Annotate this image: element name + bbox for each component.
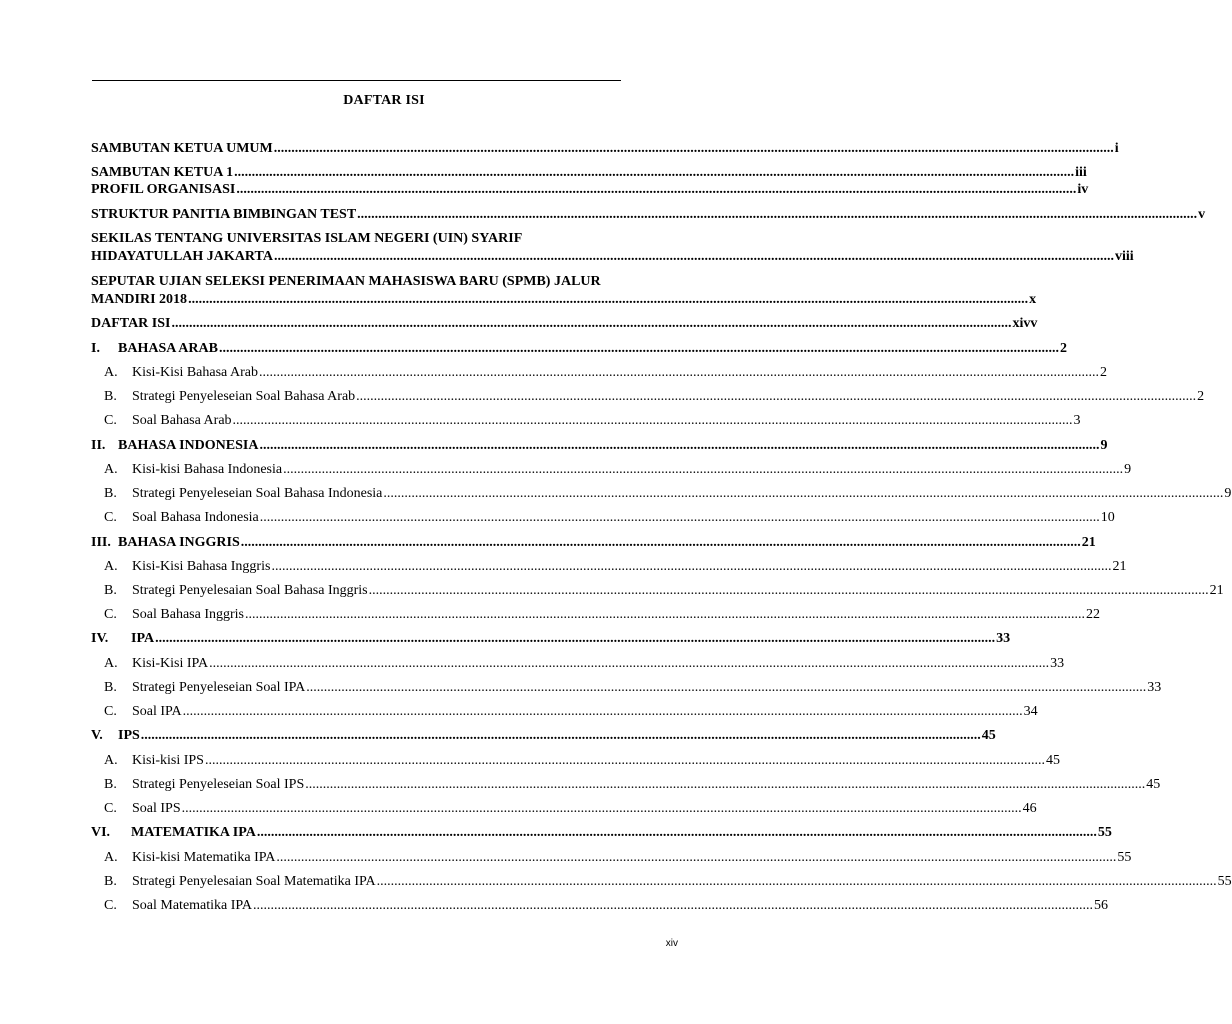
- subentry-letter: A.: [104, 656, 118, 671]
- dot-leader: ................................................................................................................................................................................................................................................: [306, 680, 1147, 695]
- toc-entry-label: Strategi Penyeleseian Soal Bahasa Arab: [132, 389, 356, 404]
- dot-leader: ................................................................................................................................................................................................................................................: [256, 825, 1097, 840]
- toc-entry-label: PROFIL ORGANISASI: [91, 182, 236, 197]
- toc-entry-daftar-isi[interactable]: [91, 315, 1038, 332]
- toc-entry-sambutan-ketua-umum[interactable]: [91, 140, 1119, 157]
- toc-entry-label: DAFTAR ISI: [91, 316, 171, 331]
- toc-entry-label: Kisi-kisi IPS: [132, 753, 204, 768]
- dot-leader: ................................................................................................................................................................................................................................................: [236, 182, 1077, 197]
- dot-leader: ................................................................................................................................................................................................................................................: [181, 801, 1022, 816]
- toc-page-number: v: [1198, 207, 1206, 222]
- header-rule: [92, 80, 621, 81]
- toc-section-ips[interactable]: [91, 727, 996, 744]
- toc-page-number: xivv: [1012, 316, 1038, 331]
- toc-subentry[interactable]: [91, 800, 1037, 817]
- subentry-letter: B.: [104, 389, 117, 404]
- toc-page-number: 21: [1112, 559, 1127, 574]
- toc-entry-label: Strategi Penyelesaian Soal Matematika IPA: [132, 874, 376, 889]
- toc-entry-label: Strategi Penyelesaian Soal Bahasa Inggris: [132, 583, 368, 598]
- toc-entry-label: Kisi-Kisi Bahasa Inggris: [132, 559, 271, 574]
- toc-subentry[interactable]: [91, 897, 1109, 914]
- toc-entry-label: Soal Matematika IPA: [132, 898, 253, 913]
- toc-page-number: 33: [1147, 680, 1162, 695]
- subentry-letter: C.: [104, 413, 117, 428]
- subentry-letter: B.: [104, 583, 117, 598]
- dot-leader: ................................................................................................................................................................................................................................................: [273, 141, 1114, 156]
- toc-subentry[interactable]: [91, 485, 1232, 502]
- toc-entry-label: Kisi-Kisi Bahasa Arab: [132, 365, 258, 380]
- toc-section-matematika-ipa[interactable]: [91, 824, 1112, 841]
- toc-page-number: iv: [1077, 182, 1089, 197]
- toc-page-number: 21: [1209, 583, 1224, 598]
- subentry-letter: A.: [104, 462, 118, 477]
- section-number: IV.: [91, 631, 109, 646]
- toc-entry-label-line1: SEPUTAR UJIAN SELEKSI PENERIMAAN MAHASISWA BARU (SPMB) JALUR: [91, 274, 601, 289]
- toc-entry-label: IPS: [118, 728, 140, 743]
- toc-entry-label: Soal Bahasa Indonesia: [132, 510, 259, 525]
- subentry-letter: C.: [104, 607, 117, 622]
- dot-leader: ................................................................................................................................................................................................................................................: [368, 583, 1209, 598]
- dot-leader: ................................................................................................................................................................................................................................................: [188, 292, 1029, 307]
- toc-page-number: x: [1029, 292, 1037, 307]
- toc-entry-label: Strategi Penyeleseian Soal IPS: [132, 777, 305, 792]
- toc-entry-label: SAMBUTAN KETUA UMUM: [91, 141, 273, 156]
- dot-leader: ................................................................................................................................................................................................................................................: [357, 207, 1198, 222]
- toc-page-number: 33: [996, 631, 1011, 646]
- toc-entry-label: SAMBUTAN KETUA 1: [91, 165, 234, 180]
- toc-page-number: 55: [1097, 825, 1112, 840]
- dot-leader: ................................................................................................................................................................................................................................................: [182, 704, 1023, 719]
- toc-page-number: 2: [1099, 365, 1107, 380]
- toc-entry-label: MANDIRI 2018: [91, 292, 188, 307]
- toc-entry-label: BAHASA INDONESIA: [118, 438, 259, 453]
- subentry-letter: B.: [104, 486, 117, 501]
- toc-entry-label: Strategi Penyeleseian Soal Bahasa Indonesia: [132, 486, 383, 501]
- toc-entry-label: IPA: [131, 631, 155, 646]
- dot-leader: ................................................................................................................................................................................................................................................: [383, 486, 1224, 501]
- toc-subentry[interactable]: [91, 849, 1132, 866]
- toc-entry-label: Kisi-kisi Matematika IPA: [132, 850, 276, 865]
- toc-page-number: 22: [1085, 607, 1100, 622]
- toc-subentry[interactable]: [91, 388, 1205, 405]
- toc-subentry[interactable]: [91, 558, 1127, 575]
- toc-subentry[interactable]: [91, 873, 1232, 890]
- dot-leader: ................................................................................................................................................................................................................................................: [271, 559, 1112, 574]
- dot-leader: ................................................................................................................................................................................................................................................: [258, 365, 1099, 380]
- toc-entry-label-line1: SEKILAS TENTANG UNIVERSITAS ISLAM NEGERI (UIN) SYARIF: [91, 231, 523, 246]
- toc-page-number: 2: [1059, 341, 1067, 356]
- toc-page-number: 9: [1100, 438, 1108, 453]
- toc-entry-label: BAHASA ARAB: [118, 341, 218, 356]
- toc-page-number: 45: [981, 728, 996, 743]
- dot-leader: ................................................................................................................................................................................................................................................: [276, 850, 1117, 865]
- dot-leader: ................................................................................................................................................................................................................................................: [259, 510, 1100, 525]
- dot-leader: ................................................................................................................................................................................................................................................: [283, 462, 1124, 477]
- subentry-letter: B.: [104, 680, 117, 695]
- toc-entry-label: Soal Bahasa Arab: [132, 413, 232, 428]
- dot-leader: ................................................................................................................................................................................................................................................: [305, 777, 1146, 792]
- toc-subentry[interactable]: [91, 606, 1100, 623]
- toc-section-ipa[interactable]: [91, 630, 1011, 647]
- toc-section-bahasa-inggris[interactable]: [91, 534, 1096, 551]
- section-number: VI.: [91, 825, 111, 840]
- toc-entry-struktur-panitia[interactable]: [91, 206, 1206, 223]
- subentry-letter: C.: [104, 801, 117, 816]
- toc-page-number: 2: [1197, 389, 1205, 404]
- toc-subentry[interactable]: [91, 752, 1060, 769]
- subentry-letter: B.: [104, 777, 117, 792]
- footer-page-number: xiv: [665, 938, 678, 949]
- toc-subentry[interactable]: [91, 582, 1224, 599]
- toc-subentry[interactable]: [91, 412, 1081, 429]
- dot-leader: ................................................................................................................................................................................................................................................: [273, 249, 1114, 264]
- toc-subentry[interactable]: [91, 776, 1161, 793]
- toc-page-number: 9: [1224, 486, 1232, 501]
- toc-subentry[interactable]: [91, 364, 1107, 381]
- toc-subentry[interactable]: [91, 461, 1132, 478]
- dot-leader: ................................................................................................................................................................................................................................................: [140, 728, 981, 743]
- subentry-letter: B.: [104, 874, 117, 889]
- toc-entry-label: Soal IPS: [132, 801, 181, 816]
- toc-page-number: 45: [1045, 753, 1060, 768]
- dot-leader: ................................................................................................................................................................................................................................................: [356, 389, 1197, 404]
- subentry-letter: A.: [104, 365, 118, 380]
- toc-entry-sambutan-ketua-1[interactable]: [91, 164, 1087, 181]
- toc-entry-label: Kisi-Kisi IPA: [132, 656, 209, 671]
- toc-entry-label: Strategi Penyeleseian Soal IPA: [132, 680, 306, 695]
- toc-page-number: 9: [1124, 462, 1132, 477]
- subentry-letter: A.: [104, 559, 118, 574]
- dot-leader: ................................................................................................................................................................................................................................................: [259, 438, 1100, 453]
- section-number: V.: [91, 728, 103, 743]
- dot-leader: ................................................................................................................................................................................................................................................: [244, 607, 1085, 622]
- toc-page-number: 55: [1117, 850, 1132, 865]
- subentry-letter: C.: [104, 704, 117, 719]
- toc-page-number: 21: [1081, 535, 1096, 550]
- toc-section-bahasa-arab[interactable]: [91, 340, 1067, 357]
- toc-entry-label: STRUKTUR PANITIA BIMBINGAN TEST: [91, 207, 357, 222]
- toc-entry-label: MATEMATIKA IPA: [131, 825, 256, 840]
- toc-page-number: 55: [1217, 874, 1232, 889]
- toc-entry-sekilas-uin[interactable]: [91, 230, 1134, 265]
- subentry-letter: C.: [104, 510, 117, 525]
- dot-leader: ................................................................................................................................................................................................................................................: [376, 874, 1217, 889]
- section-number: III.: [91, 535, 111, 550]
- toc-entry-label: BAHASA INGGRIS: [118, 535, 240, 550]
- dot-leader: ................................................................................................................................................................................................................................................: [253, 898, 1094, 913]
- dot-leader: ................................................................................................................................................................................................................................................: [204, 753, 1045, 768]
- subentry-letter: C.: [104, 898, 117, 913]
- toc-subentry[interactable]: [91, 655, 1065, 672]
- subentry-letter: A.: [104, 753, 118, 768]
- toc-subentry[interactable]: [91, 679, 1162, 696]
- toc-page-number: 56: [1094, 898, 1109, 913]
- dot-leader: ................................................................................................................................................................................................................................................: [234, 165, 1075, 180]
- page-title: DAFTAR ISI: [343, 93, 425, 108]
- dot-leader: ................................................................................................................................................................................................................................................: [232, 413, 1073, 428]
- dot-leader: ................................................................................................................................................................................................................................................: [240, 535, 1081, 550]
- toc-entry-profil-organisasi[interactable]: [91, 181, 1089, 198]
- subentry-letter: A.: [104, 850, 118, 865]
- toc-page-number: 46: [1022, 801, 1037, 816]
- section-number: I.: [91, 341, 100, 356]
- toc-page-number: viii: [1114, 249, 1134, 264]
- toc-page-number: 45: [1146, 777, 1161, 792]
- toc-entry-label: HIDAYATULLAH JAKARTA: [91, 249, 273, 264]
- section-number: II.: [91, 438, 106, 453]
- toc-page-number: i: [1114, 141, 1119, 156]
- dot-leader: ................................................................................................................................................................................................................................................: [171, 316, 1012, 331]
- toc-entry-label: Kisi-kisi Bahasa Indonesia: [132, 462, 283, 477]
- toc-section-bahasa-indonesia[interactable]: [91, 437, 1108, 454]
- toc-entry-label: Soal IPA: [132, 704, 182, 719]
- dot-leader: ................................................................................................................................................................................................................................................: [218, 341, 1059, 356]
- toc-page-number: 34: [1023, 704, 1038, 719]
- toc-entry-seputar-spmb[interactable]: [91, 273, 1037, 308]
- toc-entry-label: Soal Bahasa Inggris: [132, 607, 244, 622]
- toc-subentry[interactable]: [91, 703, 1038, 720]
- toc-page-number: 3: [1073, 413, 1081, 428]
- dot-leader: ................................................................................................................................................................................................................................................: [155, 631, 996, 646]
- toc-page-number: 10: [1100, 510, 1115, 525]
- toc-page-number: 33: [1050, 656, 1065, 671]
- toc-subentry[interactable]: [91, 509, 1115, 526]
- dot-leader: ................................................................................................................................................................................................................................................: [209, 656, 1050, 671]
- toc-page-number: iii: [1075, 165, 1087, 180]
